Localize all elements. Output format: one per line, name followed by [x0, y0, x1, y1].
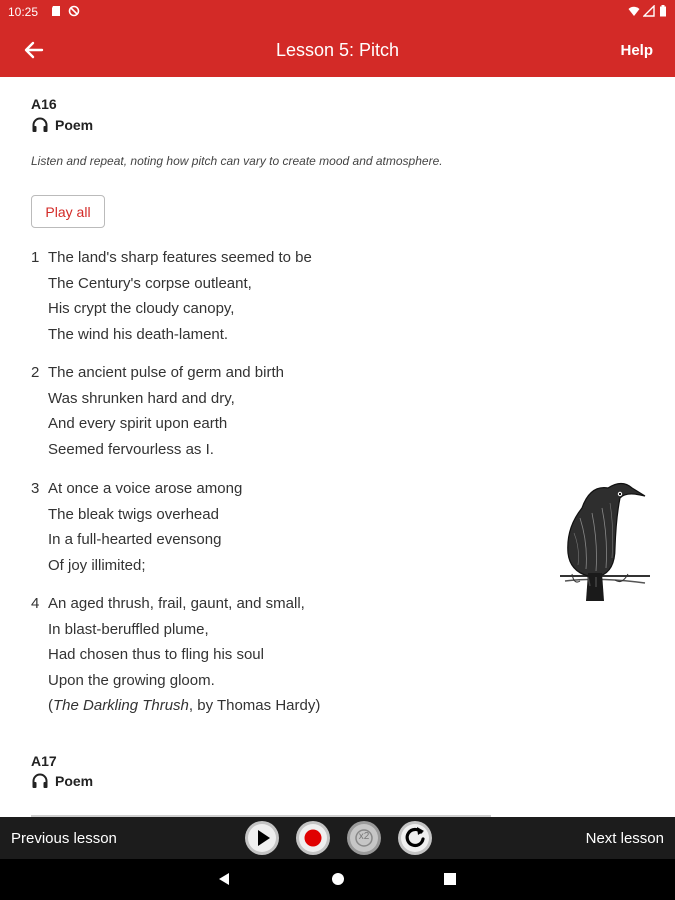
poem-line: Upon the growing gloom.: [48, 671, 215, 689]
poem-line: Of joy illimited;: [48, 556, 146, 574]
app-bar: [0, 24, 675, 77]
help-button[interactable]: Help: [620, 42, 653, 59]
poem-line: And every spirit upon earth: [48, 415, 228, 432]
section-id: A17: [31, 753, 57, 769]
poem-line: The land's sharp features seemed to be: [48, 249, 312, 266]
next-lesson-button[interactable]: Next lesson: [585, 830, 664, 847]
play-all-button[interactable]: Play all: [31, 195, 105, 228]
poem-line: The wind his death-lament.: [48, 325, 229, 343]
signal-icon: [643, 5, 655, 17]
poem-line: In blast-beruffled plume,: [48, 620, 209, 638]
poem-line: Seemed fervourless as I.: [48, 440, 214, 458]
section-type-label: Poem: [55, 117, 94, 133]
headphones-icon: [31, 772, 49, 790]
stanza-number: 4: [31, 595, 40, 612]
poem-line: An aged thrush, frail, gaunt, and small,: [48, 595, 305, 612]
nav-recents-icon[interactable]: [443, 872, 457, 886]
replay-icon[interactable]: [397, 820, 433, 856]
play-icon[interactable]: [244, 820, 280, 856]
speed-label: x2: [358, 831, 370, 842]
poem-line: His crypt the cloudy canopy,: [48, 300, 235, 317]
poem-title: The Darkling Thrush: [53, 697, 189, 714]
poem-line: Had chosen thus to fling his soul: [48, 646, 264, 663]
stanza-number: 3: [31, 480, 40, 497]
poem-line: The ancient pulse of germ and birth: [48, 364, 284, 381]
poem-attribution: (The Darkling Thrush, by Thomas Hardy): [48, 697, 321, 714]
audio-control-bar: [0, 817, 675, 859]
poem-line: Was shrunken hard and dry,: [48, 389, 235, 407]
lesson-content[interactable]: [0, 77, 675, 817]
headphones-icon: [31, 116, 49, 134]
stanza-number: 2: [31, 364, 40, 381]
nav-home-icon[interactable]: [331, 872, 345, 886]
nav-back-icon[interactable]: [217, 872, 231, 886]
stanza-number: 1: [31, 249, 40, 266]
poem-line: In a full-hearted evensong: [48, 531, 222, 548]
previous-lesson-button[interactable]: Previous lesson: [11, 830, 117, 847]
battery-icon: [659, 5, 667, 17]
record-icon[interactable]: [295, 820, 331, 856]
section-type-label: Poem: [55, 773, 94, 789]
speed-x2-button[interactable]: [346, 820, 382, 856]
section-type-header: [31, 115, 93, 135]
thrush-bird-image: [560, 473, 650, 608]
section-type-header: [31, 771, 93, 791]
blocked-icon: [68, 5, 80, 17]
page-title: Lesson 5: Pitch: [275, 40, 400, 60]
poem-line: At once a voice arose among: [48, 480, 243, 497]
status-bar: [0, 0, 675, 24]
instruction-text: Listen and repeat, noting how pitch can vary to create mood and atmosphere.: [31, 154, 443, 168]
wifi-icon: [628, 5, 640, 17]
poem-line: The bleak twigs overhead: [48, 505, 219, 523]
section-id: A16: [31, 96, 57, 112]
sd-card-icon: [50, 5, 62, 17]
system-nav-bar: [0, 859, 675, 900]
poem-line: The Century's corpse outleant,: [48, 274, 252, 292]
status-time: 10:25: [8, 5, 39, 19]
